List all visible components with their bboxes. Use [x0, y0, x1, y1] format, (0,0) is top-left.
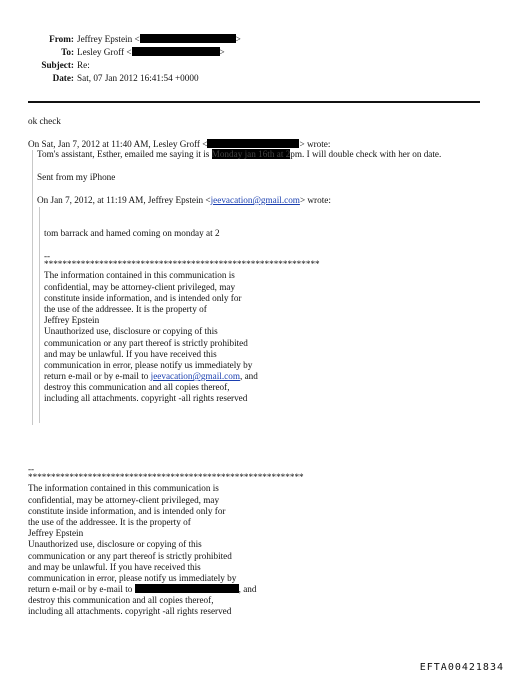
from-name: Jeffrey Epstein < — [77, 34, 140, 44]
sig-line-b: , and — [239, 371, 258, 382]
quote2-prefix: On Jan 7, 2012, at 11:19 AM, Jeffrey Epstein < — [37, 195, 211, 205]
redaction-bar — [207, 139, 299, 148]
date-value: Sat, 07 Jan 2012 16:41:54 +0000 — [77, 73, 199, 83]
from-row — [0, 34, 241, 45]
to-label: To: — [61, 47, 74, 57]
sig-line: destroy this communication and all copies thereof, — [28, 595, 214, 606]
quote1-text-a: Tom's assistant, Esther, emailed me saying it is — [37, 149, 212, 159]
sig-line: communication or any part thereof is strictly prohibited — [28, 550, 232, 561]
to-name: Lesley Groff < — [77, 47, 132, 57]
sig-line: including all attachments. copyright -all rights reserved — [28, 606, 232, 617]
sig-line — [44, 371, 320, 382]
sig-line: communication or any part thereof is strictly prohibited — [44, 337, 248, 348]
sig-stars: ************************************************************ — [28, 472, 304, 483]
quote2-email-link[interactable]: jeevacation@gmail.com — [210, 195, 300, 205]
redaction-bar — [135, 584, 239, 593]
date-label: Date: — [52, 73, 74, 83]
sig-line: Jeffrey Epstein — [28, 528, 84, 539]
sig-line — [28, 584, 304, 595]
sig-line-a: return e-mail or by e-mail to — [28, 584, 133, 595]
to-row — [0, 47, 225, 58]
sent-from: Sent from my iPhone — [37, 172, 116, 182]
redaction-bar — [140, 34, 236, 43]
sig-line: Unauthorized use, disclosure or copying of this — [44, 326, 218, 337]
quote1-text — [37, 149, 441, 160]
sig-line: confidential, may be attorney-client privileged, may — [44, 281, 236, 292]
from-end: > — [235, 34, 241, 44]
sig-line: and may be unlawful. If you have received this — [44, 348, 217, 359]
signature-block-2 — [28, 464, 304, 618]
sig-line: including all attachments. copyright -all rights reserved — [44, 393, 248, 404]
sig-line: destroy this communication and all copies thereof, — [44, 382, 230, 393]
sig-line-b: , and — [238, 584, 257, 595]
sig-stars: ************************************************************ — [44, 259, 320, 270]
signature-block-1 — [44, 251, 320, 405]
sig-email-link[interactable]: jeevacation@gmail.com — [150, 371, 240, 382]
quote1-suffix: > wrote: — [299, 139, 331, 149]
sig-line: the use of the addressee. It is the property of — [28, 516, 191, 527]
sig-dash: -- — [44, 251, 51, 261]
quote2-suffix: > wrote: — [299, 195, 331, 205]
sig-line: The information contained in this communication is — [28, 483, 219, 494]
header-divider — [28, 101, 480, 103]
redaction-bar — [132, 47, 220, 56]
sig-line: constitute inside information, and is intended only for — [44, 292, 242, 303]
sig-line: and may be unlawful. If you have received this — [28, 561, 201, 572]
subject-label: Subject: — [41, 60, 74, 70]
quote1-text-b: Monday jan 16th at 2 — [211, 149, 291, 159]
quote2-text: tom barrack and hamed coming on monday at 2 — [44, 228, 220, 238]
quote1-prefix: On Sat, Jan 7, 2012 at 11:40 AM, Lesley Groff < — [28, 139, 208, 149]
from-label: From: — [49, 34, 74, 44]
sig-line: Unauthorized use, disclosure or copying of this — [28, 539, 202, 550]
to-end: > — [219, 47, 225, 57]
sig-line: The information contained in this communication is — [44, 270, 235, 281]
document-id: EFTA00421834 — [419, 662, 504, 673]
sig-line: communication in error, please notify us immediately by — [44, 359, 253, 370]
subject-row — [0, 60, 90, 71]
reply-text: ok check — [28, 116, 61, 126]
sig-dash: -- — [28, 464, 35, 474]
sig-line: confidential, may be attorney-client privileged, may — [28, 494, 220, 505]
quote-bar — [32, 150, 33, 425]
subject-value: Re: — [77, 60, 90, 70]
quote1-text-c: pm. I will double check with her on date. — [290, 149, 442, 159]
sig-line: Jeffrey Epstein — [44, 315, 100, 326]
sig-line: constitute inside information, and is intended only for — [28, 505, 226, 516]
sig-line: the use of the addressee. It is the property of — [44, 303, 207, 314]
sig-line-a: return e-mail or by e-mail to — [44, 371, 151, 382]
sig-line: communication in error, please notify us immediately by — [28, 572, 237, 583]
quote-bar-inner — [39, 207, 40, 423]
quote2-header — [37, 195, 331, 206]
date-row — [0, 73, 199, 84]
